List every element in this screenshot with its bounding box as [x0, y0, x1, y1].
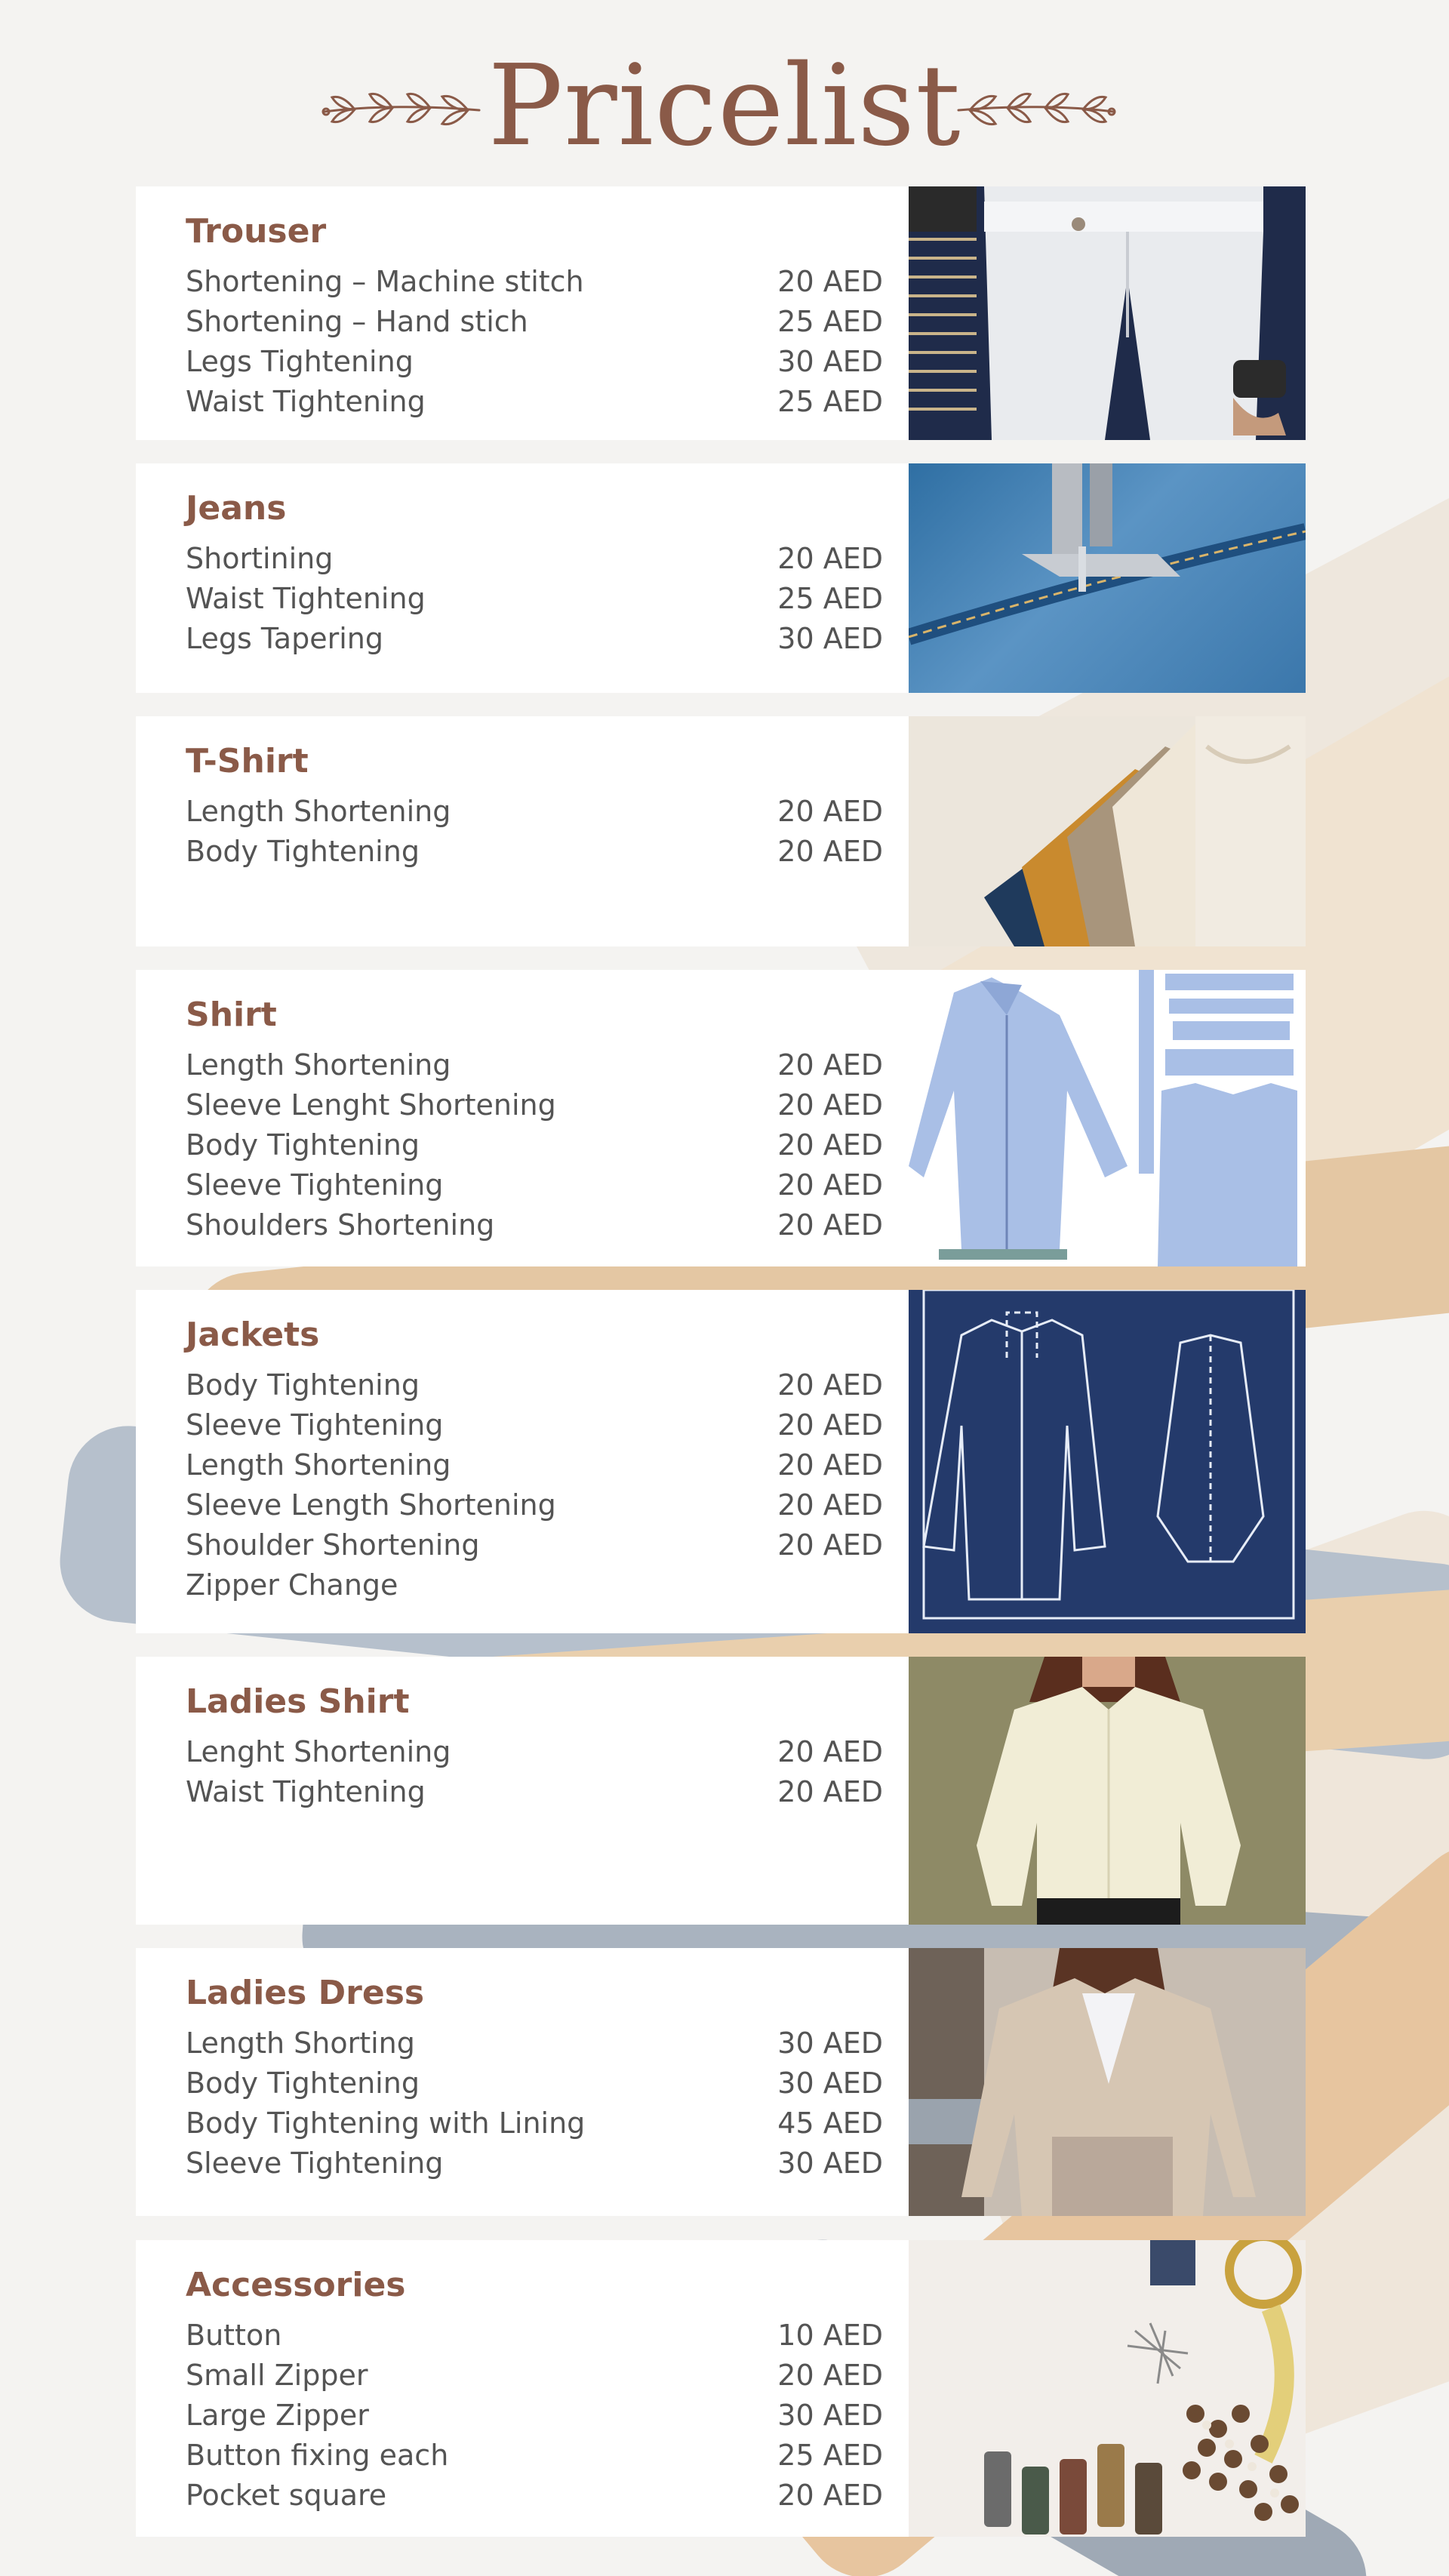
- item-price: 20 AED: [777, 1088, 883, 1122]
- price-row: [186, 302, 883, 342]
- item-name: Waist Tightening: [186, 385, 426, 418]
- price-row: [186, 382, 883, 422]
- price-card-shirt: [136, 970, 1306, 1266]
- price-row: [186, 1525, 883, 1565]
- item-price: 20 AED: [777, 2359, 883, 2392]
- item-name: Small Zipper: [186, 2359, 368, 2392]
- price-card-content: [136, 1290, 909, 1633]
- item-name: Button fixing each: [186, 2439, 449, 2472]
- item-price: 20 AED: [777, 1208, 883, 1242]
- item-name: Large Zipper: [186, 2399, 369, 2432]
- price-row: [186, 262, 883, 302]
- price-row: [186, 2436, 883, 2476]
- item-name: Sleeve Lenght Shortening: [186, 1088, 556, 1122]
- price-row: [186, 1485, 883, 1525]
- jeans-photo: [909, 463, 1306, 693]
- item-name: Waist Tightening: [186, 1775, 426, 1808]
- price-row: [186, 539, 883, 579]
- item-price: 20 AED: [777, 1048, 883, 1082]
- price-row: [186, 2396, 883, 2436]
- item-price: 25 AED: [777, 582, 883, 615]
- price-row: [186, 1405, 883, 1445]
- item-name: Shoulders Shortening: [186, 1208, 495, 1242]
- price-row: [186, 1085, 883, 1125]
- item-name: Body Tightening: [186, 835, 420, 868]
- item-name: Sleeve Tightening: [186, 1168, 444, 1202]
- item-name: Length Shortening: [186, 1448, 451, 1482]
- price-row: [186, 2144, 883, 2184]
- page-title: Pricelist: [488, 41, 961, 171]
- item-name: Shortening – Machine stitch: [186, 265, 584, 298]
- price-row: [186, 342, 883, 382]
- price-row: [186, 2064, 883, 2104]
- item-price: 45 AED: [777, 2107, 883, 2140]
- section-title: Accessories: [186, 2266, 406, 2304]
- price-card-content: [136, 186, 909, 440]
- price-row: [186, 2356, 883, 2396]
- item-price: 20 AED: [777, 542, 883, 575]
- item-price: 30 AED: [777, 2147, 883, 2180]
- item-price: 20 AED: [777, 1448, 883, 1482]
- price-card-content: [136, 1948, 909, 2216]
- item-price: 20 AED: [777, 1735, 883, 1768]
- price-row: [186, 619, 883, 659]
- item-price: 30 AED: [777, 2067, 883, 2100]
- price-card-content: [136, 716, 909, 946]
- price-card-ladies-dress: [136, 1948, 1306, 2216]
- price-row: [186, 1205, 883, 1245]
- price-row: [186, 1125, 883, 1165]
- price-row: [186, 1732, 883, 1772]
- item-name: Zipper Change: [186, 1568, 398, 1602]
- item-price: 20 AED: [777, 1775, 883, 1808]
- price-card-content: [136, 2240, 909, 2537]
- price-card-content: [136, 1657, 909, 1925]
- section-title: Trouser: [186, 212, 327, 251]
- section-title: Ladies Dress: [186, 1974, 425, 2012]
- price-card-content: [136, 463, 909, 693]
- item-price: 25 AED: [777, 305, 883, 338]
- item-price: 20 AED: [777, 265, 883, 298]
- price-card-jackets: [136, 1290, 1306, 1633]
- trouser-photo: [909, 186, 1306, 440]
- price-card-accessories: [136, 2240, 1306, 2537]
- item-price: 20 AED: [777, 1128, 883, 1162]
- price-card-content: [136, 970, 909, 1266]
- price-card-tshirt: [136, 716, 1306, 946]
- price-row: [186, 2316, 883, 2356]
- item-price: 20 AED: [777, 1488, 883, 1522]
- item-price: 20 AED: [777, 1528, 883, 1562]
- item-name: Shortening – Hand stich: [186, 305, 528, 338]
- ladies-shirt-photo: [909, 1657, 1306, 1925]
- price-row: [186, 1165, 883, 1205]
- item-name: Body Tightening: [186, 2067, 420, 2100]
- section-title: T-Shirt: [186, 742, 309, 780]
- price-row: [186, 1045, 883, 1085]
- item-name: Sleeve Tightening: [186, 1408, 444, 1442]
- item-price: 20 AED: [777, 795, 883, 828]
- price-row: [186, 1565, 883, 1605]
- shirt-photo: [909, 970, 1306, 1266]
- price-card-ladies-shirt: [136, 1657, 1306, 1925]
- item-name: Lenght Shortening: [186, 1735, 451, 1768]
- item-price: 20 AED: [777, 835, 883, 868]
- item-price: 20 AED: [777, 1368, 883, 1402]
- item-price: 20 AED: [777, 1168, 883, 1202]
- item-name: Length Shorting: [186, 2027, 415, 2060]
- item-name: Body Tightening: [186, 1368, 420, 1402]
- item-price: 30 AED: [777, 345, 883, 378]
- section-title: Jackets: [186, 1316, 320, 1354]
- price-row: [186, 832, 883, 872]
- section-title: Shirt: [186, 996, 277, 1034]
- item-name: Sleeve Tightening: [186, 2147, 444, 2180]
- item-name: Shortining: [186, 542, 334, 575]
- price-row: [186, 2476, 883, 2516]
- price-row: [186, 1365, 883, 1405]
- item-name: Legs Tightening: [186, 345, 414, 378]
- item-name: Length Shortening: [186, 795, 451, 828]
- price-row: [186, 2024, 883, 2064]
- item-name: Body Tightening: [186, 1128, 420, 1162]
- price-row: [186, 579, 883, 619]
- item-name: Length Shortening: [186, 1048, 451, 1082]
- item-name: Sleeve Length Shortening: [186, 1488, 556, 1522]
- item-price: 30 AED: [777, 2027, 883, 2060]
- page-header: [0, 30, 1449, 181]
- leaf-sprig-icon: [955, 83, 1121, 136]
- accessories-photo: [909, 2240, 1306, 2537]
- item-price: 30 AED: [777, 2399, 883, 2432]
- item-price: 30 AED: [777, 622, 883, 655]
- price-card-trouser: [136, 186, 1306, 440]
- item-name: Waist Tightening: [186, 582, 426, 615]
- price-row: [186, 2104, 883, 2144]
- jacket-blueprint-photo: [909, 1290, 1306, 1633]
- item-name: Body Tightening with Lining: [186, 2107, 586, 2140]
- price-row: [186, 792, 883, 832]
- tshirt-photo: [909, 716, 1306, 946]
- item-name: Pocket square: [186, 2479, 387, 2512]
- section-title: Jeans: [186, 489, 287, 528]
- item-price: 20 AED: [777, 2479, 883, 2512]
- item-name: Legs Tapering: [186, 622, 383, 655]
- item-price: 25 AED: [777, 2439, 883, 2472]
- ladies-dress-photo: [909, 1948, 1306, 2216]
- item-price: 20 AED: [777, 1408, 883, 1442]
- item-price: 10 AED: [777, 2319, 883, 2352]
- section-title: Ladies Shirt: [186, 1682, 410, 1721]
- price-row: [186, 1772, 883, 1812]
- price-row: [186, 1445, 883, 1485]
- item-name: Button: [186, 2319, 282, 2352]
- item-price: 25 AED: [777, 385, 883, 418]
- item-name: Shoulder Shortening: [186, 1528, 480, 1562]
- price-card-jeans: [136, 463, 1306, 693]
